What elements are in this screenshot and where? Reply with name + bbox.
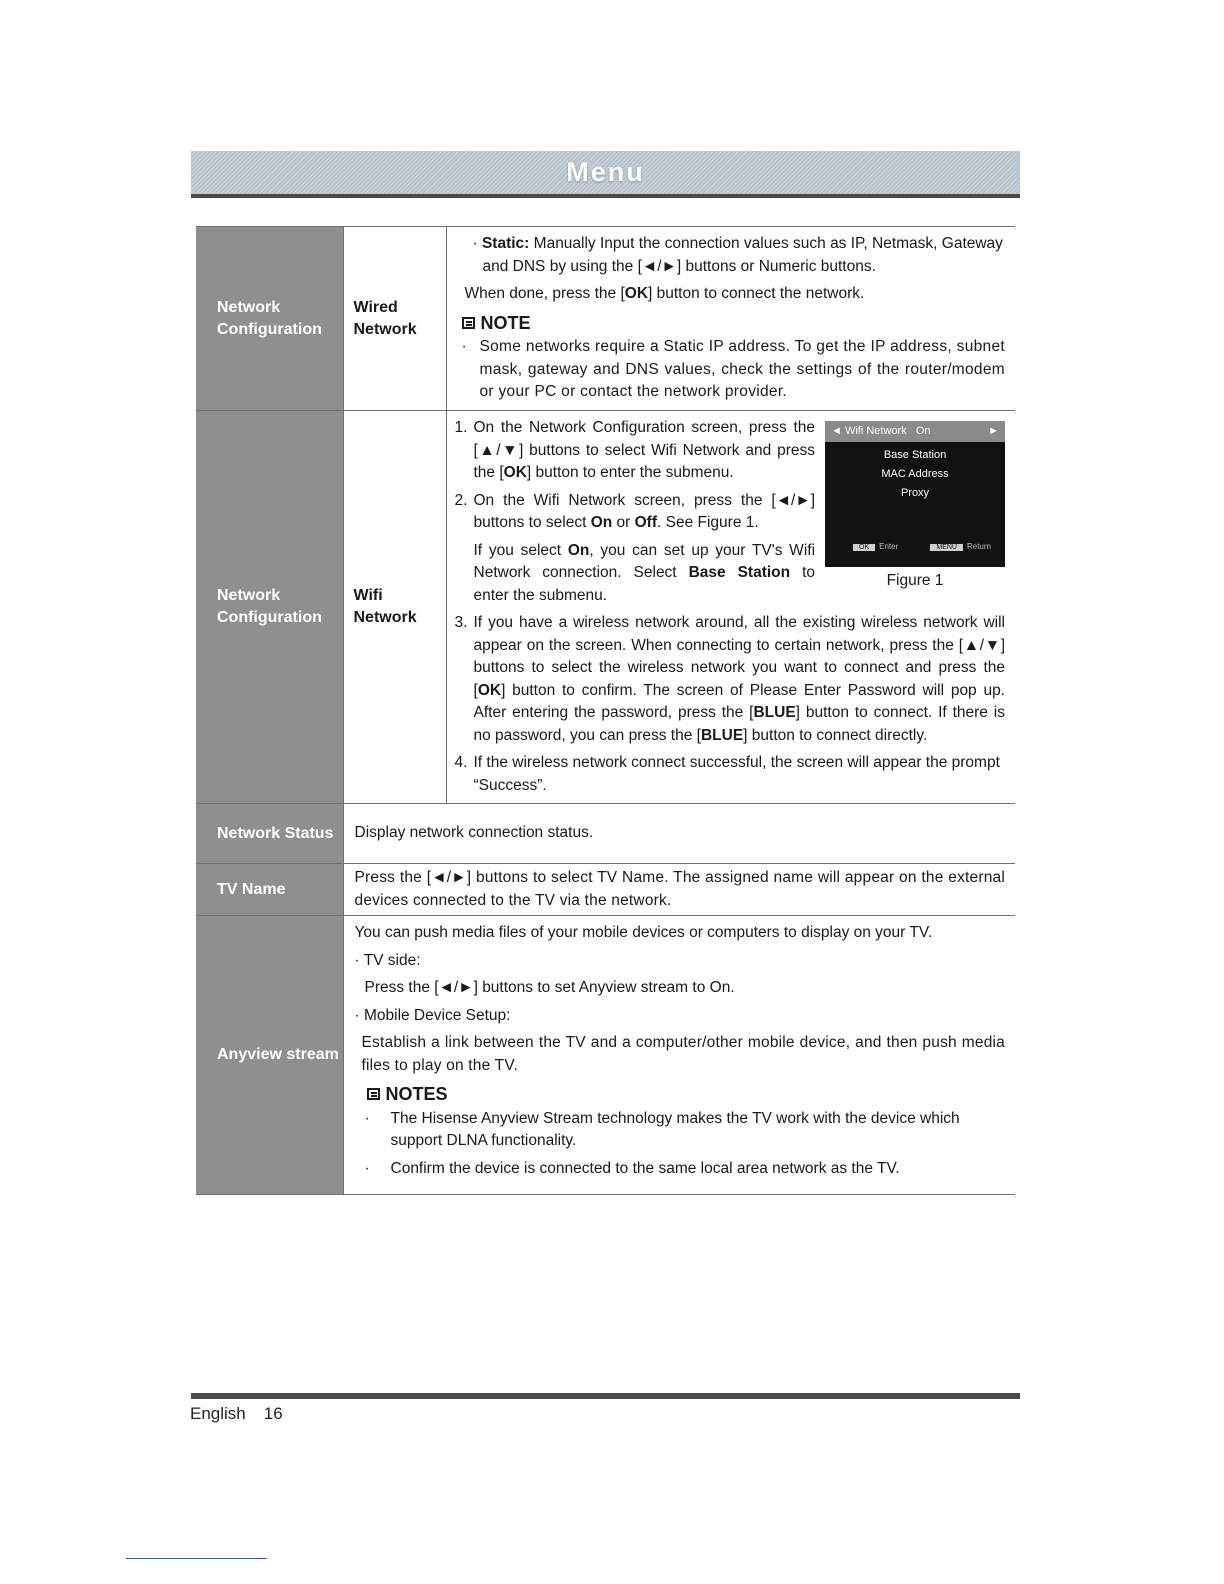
step-text: If you select — [473, 541, 568, 559]
note-heading — [462, 312, 1006, 335]
note-item — [455, 336, 1006, 404]
on-option: On — [590, 514, 613, 531]
note-item — [355, 1108, 1006, 1153]
page-number: 16 — [263, 1404, 283, 1423]
table-row — [196, 864, 1015, 916]
blue-key: BLUE — [700, 726, 744, 744]
row-label: Network Configuration — [196, 411, 343, 804]
row-label: Anyview stream — [196, 916, 343, 1195]
tv-enter-label: Enter — [879, 541, 899, 551]
step-text: On the Wifi Network screen, press the [◄/►] buttons to select — [473, 491, 815, 531]
figure-caption: Figure 1 — [886, 572, 944, 589]
wired-content — [446, 227, 1015, 411]
tv-menu-bar — [825, 421, 1005, 442]
menu-table — [196, 226, 1015, 1195]
tv-bar-value: On — [915, 425, 931, 438]
menu-banner — [191, 151, 1020, 198]
step-text: ] button to enter the submenu. — [526, 464, 734, 481]
tv-menu-item: Proxy — [900, 487, 930, 499]
step-item — [455, 612, 1006, 747]
anyview-intro: You can push media files of your mobile devices or computers to display on your TV. — [354, 924, 933, 941]
step-item — [455, 417, 816, 485]
footer-rule — [191, 1393, 1020, 1399]
row-label: Network Status — [196, 804, 343, 864]
base-station-option: Base Station — [688, 564, 791, 581]
menu-key-icon: MENU — [930, 544, 963, 551]
done-text-end: ] button to connect the network. — [648, 285, 865, 302]
bullet-icon: · — [461, 338, 467, 355]
mobile-heading: · Mobile Device Setup: — [354, 1006, 511, 1024]
blue-key: BLUE — [753, 704, 796, 721]
note-icon — [462, 317, 475, 329]
row-sublabel: Wifi Network — [343, 411, 446, 804]
tv-menu-item: MAC Address — [881, 468, 949, 480]
done-paragraph — [455, 283, 1006, 306]
note-item — [355, 1158, 1006, 1181]
done-text: When done, press the [ — [464, 285, 625, 302]
tv-footer — [853, 536, 991, 560]
step-item — [455, 490, 816, 535]
step-text: , you can set up your TV's Wifi Network connection. Select — [473, 541, 816, 581]
arrow-right-icon: ► — [988, 425, 999, 438]
figure-1 — [825, 421, 1005, 593]
static-label: Static: — [481, 235, 530, 252]
tv-menu-item: Base Station — [883, 449, 947, 461]
step-number: 4. — [454, 754, 468, 771]
step-text: ] button to connect. If there is no password, you can press the [ — [473, 704, 1005, 744]
bottom-link-line — [126, 1558, 267, 1559]
note-text: Confirm the device is connected to the same local area network as the TV. — [390, 1159, 900, 1177]
step-item — [455, 752, 1006, 797]
tv-side-heading: · TV side: — [354, 951, 421, 969]
note-text: The Hisense Anyview Stream technology makes the TV work with the device which support DLNA functionality. — [390, 1109, 960, 1149]
step-number: 3. — [454, 614, 468, 631]
anyview-content — [343, 916, 1015, 1195]
step-text: If the wireless network connect successful, the screen will appear the prompt “Success”. — [473, 754, 1000, 794]
note-text: Some networks require a Static IP address. To get the IP address, subnet mask, gateway and DNS values, check the settings of the router/modem or your PC or contact the network provider. — [479, 338, 1005, 400]
ok-key-icon: OK — [853, 544, 875, 551]
step-number: 1. — [454, 419, 468, 436]
off-option: Off — [634, 514, 658, 531]
wifi-content — [446, 411, 1015, 804]
ok-key: OK — [503, 464, 527, 481]
step-text: If you have a wireless network around, all the existing wireless network will appear on the screen. When connecting to certain network, press the [▲/▼] buttons to select the wireless network you want to connect and press the [ — [473, 614, 1005, 699]
tvname-text: Press the [◄/►] buttons to select TV Name. The assigned name will appear on the external devices connected to the TV via the network. — [343, 864, 1015, 916]
note-icon — [367, 1088, 380, 1100]
row-label: TV Name — [196, 864, 343, 916]
note-title: NOTE — [480, 312, 531, 333]
bullet-icon: · — [364, 1109, 370, 1127]
step-text: to enter the submenu. — [473, 564, 816, 604]
status-text: Display network connection status. — [343, 804, 1015, 864]
tv-screen — [825, 421, 1005, 567]
table-row — [196, 411, 1015, 804]
step-text: ] button to confirm. The screen of Please Enter Password will pop up. After entering the password, press the [ — [473, 681, 1005, 721]
step-text: On the Network Configuration screen, press the [▲/▼] buttons to select Wifi Network and press the [ — [473, 419, 815, 481]
ok-key: OK — [477, 681, 502, 699]
row-label: Network Configuration — [196, 227, 343, 411]
bullet-icon: · — [364, 1159, 370, 1177]
step-text: ] button to connect directly. — [743, 726, 928, 744]
footer-language: English — [190, 1404, 246, 1423]
step-text: or — [612, 514, 635, 531]
row-sublabel: Wired Network — [343, 227, 446, 411]
page-footer — [190, 1404, 301, 1424]
table-row — [196, 227, 1015, 411]
tv-bar-label: ◄ Wifi Network — [831, 425, 907, 438]
tv-side-text: Press the [◄/►] buttons to set Anyview stream to On. — [364, 979, 735, 996]
notes-heading — [367, 1083, 1006, 1106]
ok-key: OK — [624, 285, 649, 302]
notes-title: NOTES — [385, 1084, 448, 1104]
tv-return-label: Return — [966, 541, 991, 551]
step-text: . See Figure 1. — [657, 514, 759, 531]
mobile-text: Establish a link between the TV and a computer/other mobile device, and then push media files to play on the TV. — [361, 1034, 1005, 1074]
on-option: On — [567, 541, 590, 559]
static-paragraph: · Static: Manually Input the connection values such as IP, Netmask, Gateway and DNS by using the [◄/►] buttons or Numeric buttons. — [472, 235, 1003, 275]
step-number: 2. — [454, 491, 468, 509]
static-text: Manually Input the connection values such as IP, Netmask, Gateway and DNS by using the [◄/►] buttons or Numeric buttons. — [482, 235, 1003, 275]
page-title: Menu — [566, 157, 645, 187]
table-row — [196, 804, 1015, 864]
table-row — [196, 916, 1015, 1195]
